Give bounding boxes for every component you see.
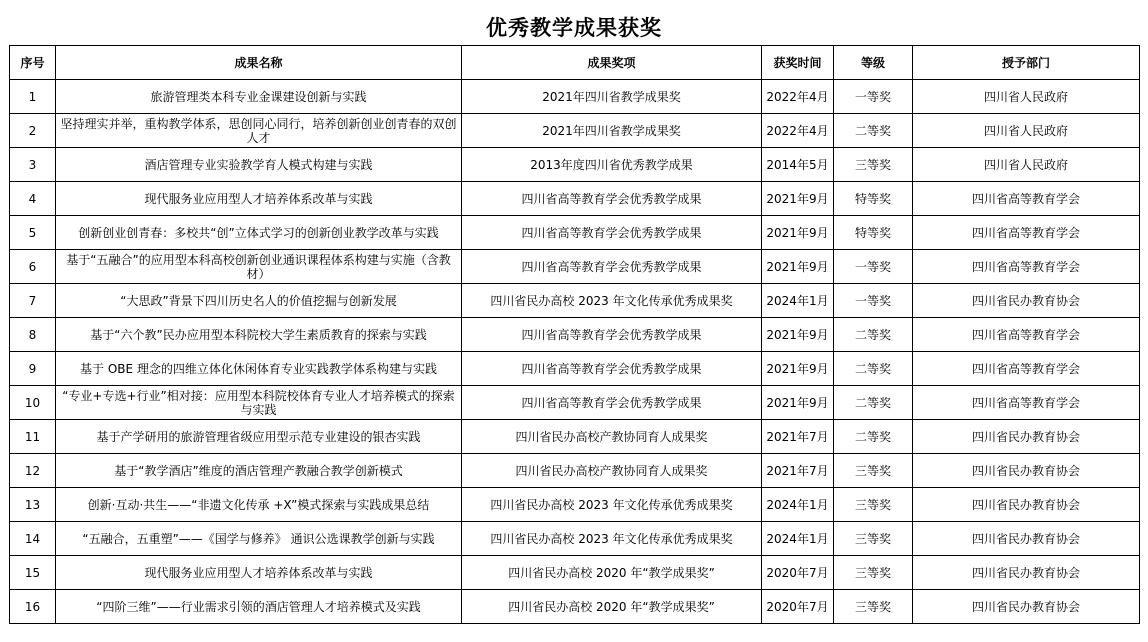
- cell-grade: 一等奖: [834, 250, 913, 284]
- cell-award-item: 四川省民办高校 2023 年文化传承优秀成果奖: [462, 284, 762, 318]
- cell-award-item: 2021年四川省教学成果奖: [462, 80, 762, 114]
- cell-grade: 三等奖: [834, 488, 913, 522]
- table-row: [10, 182, 1140, 216]
- cell-award-time: 2024年1月: [762, 522, 834, 556]
- cell-award-item: 四川省民办高校产教协同育人成果奖: [462, 454, 762, 488]
- cell-achievement-name: 基于“教学酒店”维度的酒店管理产教融合教学创新模式: [56, 454, 462, 488]
- cell-granting-department: 四川省高等教育学会: [913, 250, 1140, 284]
- table-row: [10, 420, 1140, 454]
- cell-number: 5: [10, 216, 56, 250]
- table-row: [10, 556, 1140, 590]
- table-header-row: [10, 46, 1140, 80]
- cell-achievement-name: “大思政”背景下四川历史名人的价值挖掘与创新发展: [56, 284, 462, 318]
- cell-award-time: 2022年4月: [762, 80, 834, 114]
- header-achievement-name: 成果名称: [56, 46, 462, 80]
- cell-grade: 二等奖: [834, 318, 913, 352]
- cell-award-time: 2021年9月: [762, 216, 834, 250]
- cell-award-time: 2021年7月: [762, 420, 834, 454]
- cell-granting-department: 四川省高等教育学会: [913, 182, 1140, 216]
- cell-granting-department: 四川省民办教育协会: [913, 556, 1140, 590]
- cell-granting-department: 四川省高等教育学会: [913, 352, 1140, 386]
- cell-number: 11: [10, 420, 56, 454]
- cell-award-item: 四川省民办高校 2023 年文化传承优秀成果奖: [462, 522, 762, 556]
- header-award-item: 成果奖项: [462, 46, 762, 80]
- cell-award-time: 2021年7月: [762, 454, 834, 488]
- cell-number: 2: [10, 114, 56, 148]
- table-row: [10, 386, 1140, 420]
- cell-award-time: 2021年9月: [762, 352, 834, 386]
- header-award-time: 获奖时间: [762, 46, 834, 80]
- cell-granting-department: 四川省人民政府: [913, 148, 1140, 182]
- cell-achievement-name: 坚持理实并举，重构教学体系，思创同心同行，培养创新创业创青春的双创人才: [56, 114, 462, 148]
- cell-granting-department: 四川省人民政府: [913, 114, 1140, 148]
- cell-grade: 二等奖: [834, 386, 913, 420]
- cell-number: 8: [10, 318, 56, 352]
- cell-number: 1: [10, 80, 56, 114]
- cell-achievement-name: 创新创业创青春：多校共“创”立体式学习的创新创业教学改革与实践: [56, 216, 462, 250]
- awards-table: [9, 45, 1140, 624]
- header-number: 序号: [10, 46, 56, 80]
- cell-grade: 二等奖: [834, 114, 913, 148]
- cell-achievement-name: “专业+专选+行业”相对接：应用型本科院校体育专业人才培养模式的探索与实践: [56, 386, 462, 420]
- cell-award-item: 四川省高等教育学会优秀教学成果: [462, 216, 762, 250]
- cell-grade: 三等奖: [834, 556, 913, 590]
- cell-granting-department: 四川省高等教育学会: [913, 216, 1140, 250]
- table-row: [10, 216, 1140, 250]
- cell-award-item: 四川省高等教育学会优秀教学成果: [462, 250, 762, 284]
- cell-granting-department: 四川省民办教育协会: [913, 590, 1140, 624]
- table-row: [10, 80, 1140, 114]
- cell-number: 7: [10, 284, 56, 318]
- cell-award-item: 四川省高等教育学会优秀教学成果: [462, 318, 762, 352]
- cell-grade: 一等奖: [834, 284, 913, 318]
- cell-grade: 二等奖: [834, 420, 913, 454]
- cell-number: 14: [10, 522, 56, 556]
- cell-granting-department: 四川省民办教育协会: [913, 454, 1140, 488]
- cell-grade: 特等奖: [834, 182, 913, 216]
- cell-award-item: 2013年度四川省优秀教学成果: [462, 148, 762, 182]
- cell-granting-department: 四川省民办教育协会: [913, 522, 1140, 556]
- header-grade: 等级: [834, 46, 913, 80]
- cell-achievement-name: 基于产学研用的旅游管理省级应用型示范专业建设的银杏实践: [56, 420, 462, 454]
- cell-number: 6: [10, 250, 56, 284]
- table-row: [10, 522, 1140, 556]
- cell-number: 10: [10, 386, 56, 420]
- cell-award-item: 四川省民办高校 2023 年文化传承优秀成果奖: [462, 488, 762, 522]
- table-body: [10, 80, 1140, 624]
- cell-award-time: 2024年1月: [762, 284, 834, 318]
- cell-achievement-name: “四阶三维”——行业需求引领的酒店管理人才培养模式及实践: [56, 590, 462, 624]
- cell-award-item: 四川省民办高校 2020 年“教学成果奖”: [462, 590, 762, 624]
- cell-award-time: 2022年4月: [762, 114, 834, 148]
- table-row: [10, 250, 1140, 284]
- cell-achievement-name: 现代服务业应用型人才培养体系改革与实践: [56, 182, 462, 216]
- cell-achievement-name: 创新·互动·共生——“非遗文化传承 +X”模式探索与实践成果总结: [56, 488, 462, 522]
- cell-number: 12: [10, 454, 56, 488]
- cell-award-time: 2024年1月: [762, 488, 834, 522]
- table-row: [10, 114, 1140, 148]
- table-row: [10, 488, 1140, 522]
- cell-number: 3: [10, 148, 56, 182]
- cell-granting-department: 四川省人民政府: [913, 80, 1140, 114]
- cell-award-item: 四川省高等教育学会优秀教学成果: [462, 182, 762, 216]
- cell-achievement-name: 旅游管理类本科专业金课建设创新与实践: [56, 80, 462, 114]
- cell-grade: 三等奖: [834, 148, 913, 182]
- cell-award-time: 2021年9月: [762, 318, 834, 352]
- cell-award-item: 四川省高等教育学会优秀教学成果: [462, 352, 762, 386]
- cell-award-item: 四川省高等教育学会优秀教学成果: [462, 386, 762, 420]
- table-row: [10, 284, 1140, 318]
- cell-grade: 特等奖: [834, 216, 913, 250]
- cell-grade: 一等奖: [834, 80, 913, 114]
- cell-number: 16: [10, 590, 56, 624]
- cell-granting-department: 四川省民办教育协会: [913, 420, 1140, 454]
- cell-number: 13: [10, 488, 56, 522]
- cell-grade: 三等奖: [834, 522, 913, 556]
- cell-achievement-name: 现代服务业应用型人才培养体系改革与实践: [56, 556, 462, 590]
- cell-grade: 三等奖: [834, 590, 913, 624]
- cell-award-item: 四川省民办高校产教协同育人成果奖: [462, 420, 762, 454]
- cell-number: 9: [10, 352, 56, 386]
- cell-grade: 三等奖: [834, 454, 913, 488]
- cell-award-time: 2021年9月: [762, 182, 834, 216]
- cell-number: 4: [10, 182, 56, 216]
- cell-achievement-name: 酒店管理专业实验教学育人模式构建与实践: [56, 148, 462, 182]
- cell-achievement-name: 基于 OBE 理念的四维立体化休闲体育专业实践教学体系构建与实践: [56, 352, 462, 386]
- cell-achievement-name: 基于“六个教”民办应用型本科院校大学生素质教育的探索与实践: [56, 318, 462, 352]
- cell-granting-department: 四川省民办教育协会: [913, 488, 1140, 522]
- cell-award-item: 2021年四川省教学成果奖: [462, 114, 762, 148]
- cell-granting-department: 四川省高等教育学会: [913, 318, 1140, 352]
- cell-achievement-name: 基于“五融合”的应用型本科高校创新创业通识课程体系构建与实施（含教材）: [56, 250, 462, 284]
- document-title: 优秀教学成果获奖: [486, 16, 662, 40]
- cell-award-time: 2021年9月: [762, 386, 834, 420]
- cell-award-time: 2014年5月: [762, 148, 834, 182]
- cell-award-time: 2020年7月: [762, 590, 834, 624]
- cell-grade: 二等奖: [834, 352, 913, 386]
- header-granting-department: 授予部门: [913, 46, 1140, 80]
- cell-achievement-name: “五融合，五重塑”——《国学与修养》 通识公选课教学创新与实践: [56, 522, 462, 556]
- cell-number: 15: [10, 556, 56, 590]
- table-row: [10, 318, 1140, 352]
- cell-granting-department: 四川省高等教育学会: [913, 386, 1140, 420]
- cell-award-time: 2020年7月: [762, 556, 834, 590]
- cell-award-item: 四川省民办高校 2020 年“教学成果奖”: [462, 556, 762, 590]
- table-row: [10, 352, 1140, 386]
- cell-granting-department: 四川省民办教育协会: [913, 284, 1140, 318]
- cell-award-time: 2021年9月: [762, 250, 834, 284]
- table-row: [10, 148, 1140, 182]
- table-row: [10, 454, 1140, 488]
- table-row: [10, 590, 1140, 624]
